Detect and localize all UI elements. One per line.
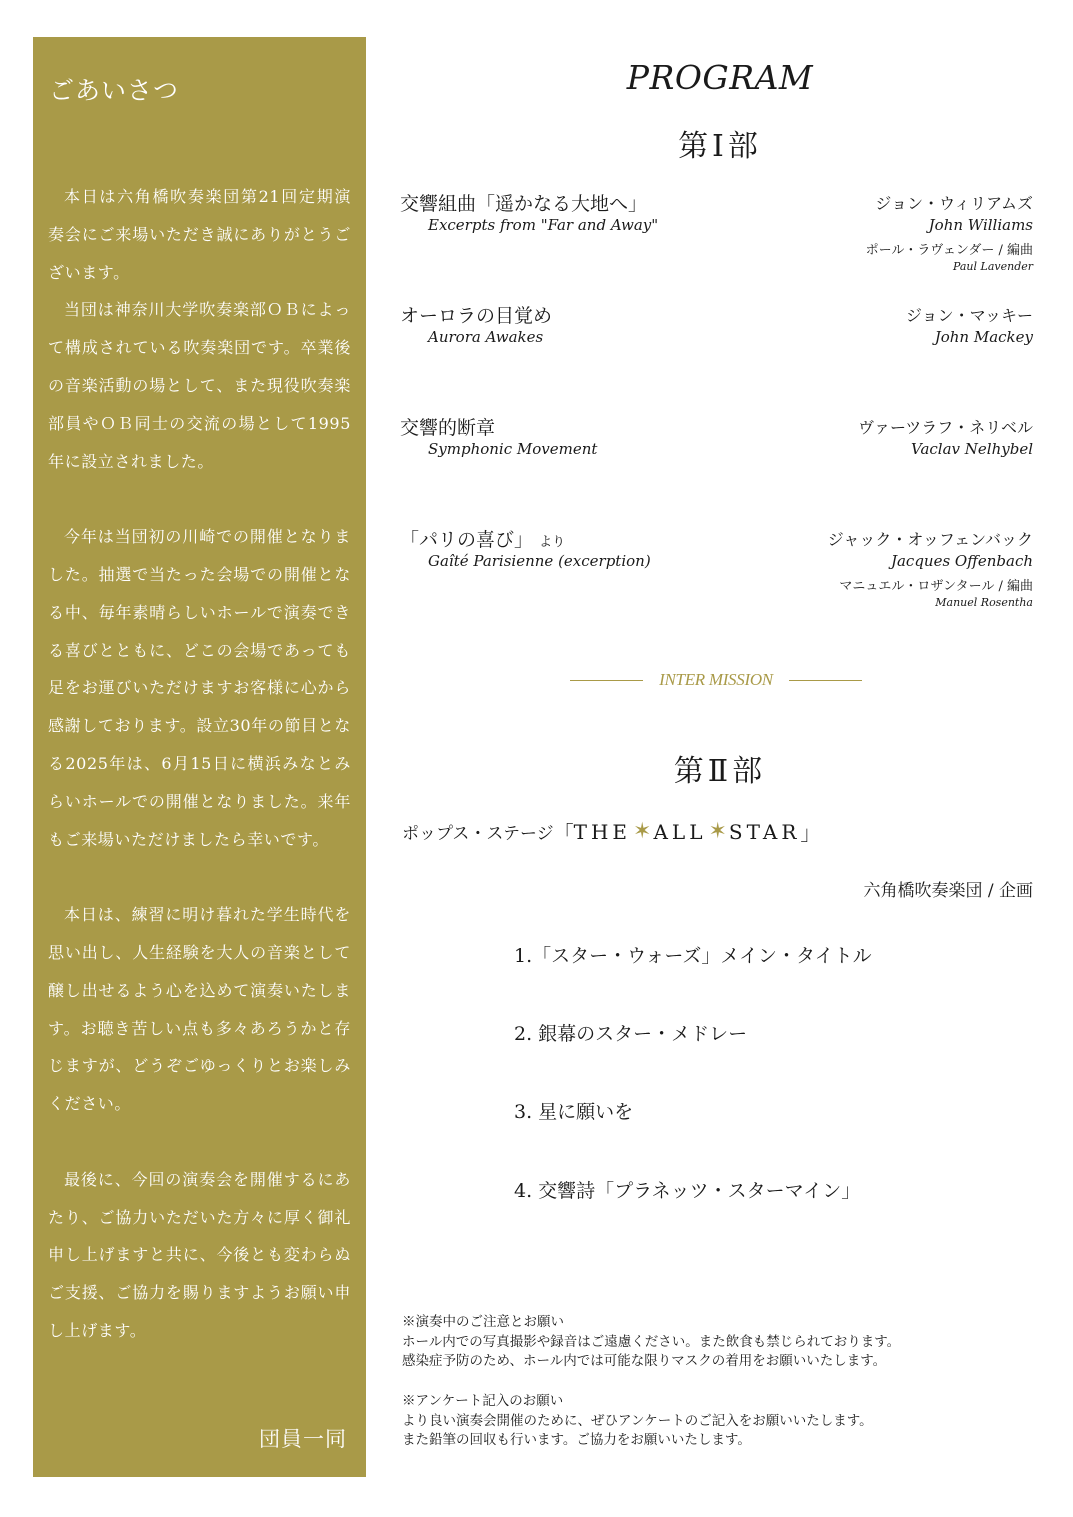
star-icon: ✶	[633, 819, 652, 844]
piece-title-jp: 交響組曲「遥かなる大地へ」	[400, 193, 648, 215]
song-item: 1.「スター・ウォーズ」メイン・タイトル	[514, 945, 872, 967]
greeting-body	[48, 178, 351, 1350]
piece-title-suffix: より	[539, 535, 566, 550]
piece-title-en: Excerpts from "Far and Away"	[428, 216, 659, 234]
paragraph-gap	[48, 858, 351, 896]
greeting-signature: 団員一同	[259, 1427, 347, 1451]
composer-jp: ジョン・ウィリアムズ	[875, 194, 1033, 213]
notice-line: より良い演奏会開催のために、ぜひアンケートのご記入をお願いいたします。	[402, 1412, 873, 1429]
pops-all: ALL	[653, 819, 707, 844]
arranger-jp: ポール・ラヴェンダー / 編曲	[865, 243, 1033, 258]
notice-block	[402, 1313, 900, 1372]
composer-jp: ヴァーツラフ・ネリベル	[858, 418, 1033, 437]
composer-en: John Mackey	[934, 328, 1033, 346]
open-bracket: 「	[553, 821, 574, 845]
arranger-jp: マニュエル・ロザンタール / 編曲	[839, 579, 1033, 594]
pops-star: STAR	[728, 819, 801, 844]
piece-title-jp-main: 「パリの喜び」	[400, 529, 534, 551]
piece-title-jp: オーロラの目覚め	[400, 305, 553, 327]
arranger-en: Paul Lavender	[952, 260, 1033, 273]
close-bracket: 」	[800, 821, 821, 845]
piece-title-en: Symphonic Movement	[428, 440, 598, 458]
intermission-label: INTER MISSION	[659, 670, 773, 689]
pops-prefix: ポップス・ステージ	[402, 824, 554, 844]
part2-heading: 第Ⅱ部	[673, 754, 767, 789]
pops-stage-title	[402, 817, 820, 846]
piece-title-en: Gaîté Parisienne (excerption)	[428, 552, 651, 570]
pops-the: THE	[573, 819, 632, 844]
composer-jp: ジョン・マッキー	[905, 306, 1033, 325]
paragraph-gap	[48, 480, 351, 518]
part1-heading: 第Ⅰ部	[678, 129, 762, 164]
arranger-en: Manuel Rosentha	[935, 596, 1033, 609]
greeting-paragraph: 本日は六角橋吹奏楽団第21回定期演奏会にご来場いただき誠にありがとうございます。	[48, 187, 351, 282]
composer-en: John Williams	[928, 216, 1033, 234]
planner-credit: 六角橋吹奏楽団 / 企画	[863, 881, 1033, 901]
intermission-divider	[570, 667, 862, 693]
notice-line: 感染症予防のため、ホール内では可能な限りマスクの着用をお願いいたします。	[402, 1353, 887, 1369]
composer-en: Jacques Offenbach	[890, 552, 1033, 570]
piece-title-jp: 交響的断章	[400, 417, 496, 439]
notice-block	[402, 1392, 873, 1451]
piece-title-jp	[400, 525, 565, 552]
song-item: 2. 銀幕のスター・メドレー	[514, 1023, 748, 1045]
program-title: PROGRAM	[626, 58, 814, 97]
greeting-paragraph: 今年は当団初の川崎での開催となりました。抽選で当たった会場での開催となる中、毎年素晴らしいホールで演奏できる喜びとともに、どこの会場であっても足をお運びいただけますお客様に心から感謝しております。設立30年の節目となる2025年は、6月15日に横浜みなとみらいホールでの開催となりました。来年もご来場いただけましたら幸いです。	[48, 527, 351, 849]
notice-heading: ※アンケート記入のお願い	[402, 1393, 564, 1409]
greeting-paragraph: 最後に、今回の演奏会を開催するにあたり、ご協力いただいた方々に厚く御礼申し上げますと共に、今後とも変わらぬご支援、ご協力を賜りますようお願い申し上げます。	[48, 1169, 351, 1340]
piece-title-en: Aurora Awakes	[428, 328, 544, 346]
notice-heading: ※演奏中のご注意とお願い	[402, 1314, 564, 1330]
paragraph-gap	[48, 1123, 351, 1161]
divider-line	[570, 680, 643, 681]
greeting-panel	[33, 37, 366, 1477]
notice-line: ホール内での写真撮影や録音はご遠慮ください。また飲食も禁じられております。	[402, 1333, 901, 1350]
greeting-paragraph: 当団は神奈川大学吹奏楽部ＯＢによって構成されている吹奏楽団です。卒業後の音楽活動の場として、また現役吹奏楽部員やＯＢ同士の交流の場として1995年に設立されました。	[48, 300, 351, 471]
notice-line: また鉛筆の回収も行います。ご協力をお願いいたします。	[402, 1432, 751, 1448]
greeting-paragraph: 本日は、練習に明け暮れた学生時代を思い出し、人生経験を大人の音楽として醸し出せるよう心を込めて演奏いたします。お聴き苦しい点も多々あろうかと存じますが、どうぞごゆっくりとお楽しみください。	[48, 905, 351, 1114]
song-item: 4. 交響詩「プラネッツ・スターマイン」	[514, 1180, 861, 1202]
song-item: 3. 星に願いを	[514, 1101, 634, 1123]
composer-jp: ジャック・オッフェンバック	[827, 530, 1033, 549]
greeting-title: ごあいさつ	[49, 76, 180, 105]
composer-en: Vaclav Nelhybel	[911, 440, 1033, 458]
divider-line	[789, 680, 862, 681]
star-icon: ✶	[708, 819, 727, 844]
